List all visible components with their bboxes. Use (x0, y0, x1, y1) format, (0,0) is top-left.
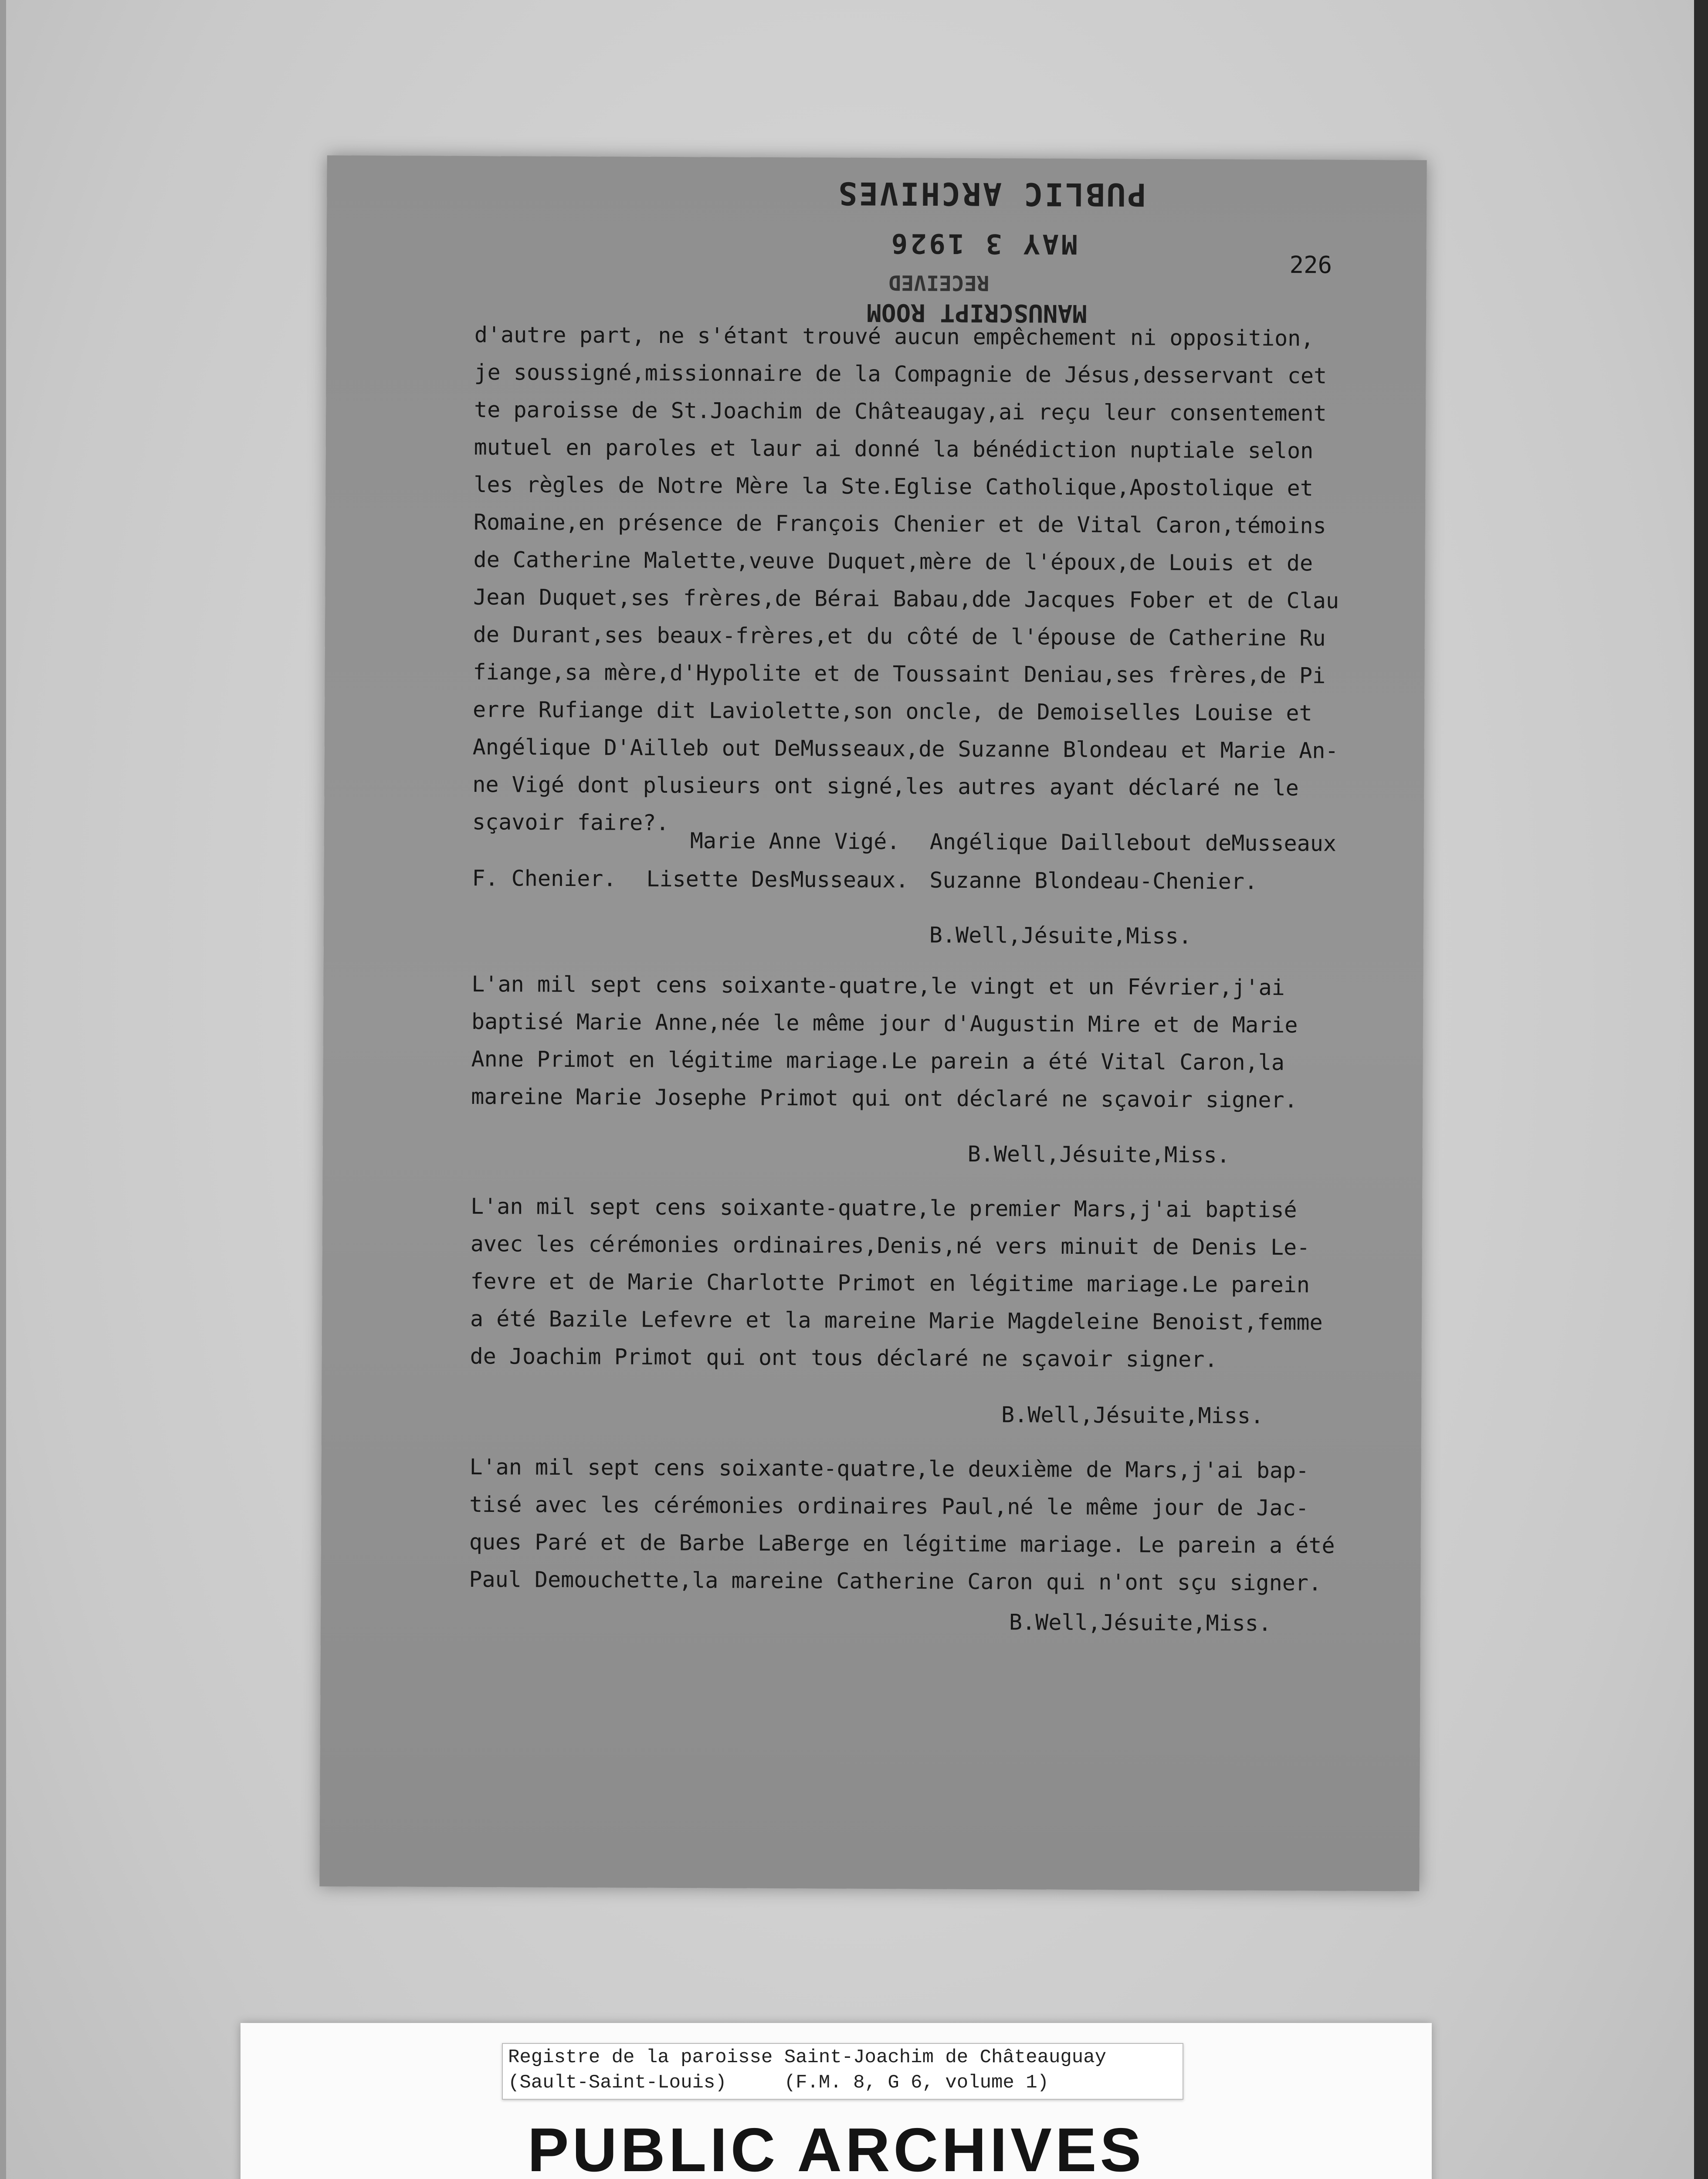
register-title: Registre de la paroisse Saint-Joachim de Châteauguay (508, 2047, 1107, 2068)
priest-signature: B.Well,Jésuite,Miss. (1009, 1609, 1272, 1636)
text-line: ne Vigé dont plusieurs ont signé,les autres ayant déclaré ne le (472, 771, 1299, 801)
page-number: 226 (1289, 251, 1332, 279)
text-line: Jean Duquet,ses frères,de Bérai Babau,dde Jacques Fober et de Clau (473, 584, 1339, 614)
date-stamp: MAY 3 1926 (888, 227, 1078, 261)
archives-stamp: PUBLIC ARCHIVES (837, 175, 1146, 213)
text-line: Angélique D'Ailleb out DeMusseaux,de Suzanne Blondeau et Marie An- (472, 734, 1339, 764)
received-stamp: RECEIVED (888, 270, 990, 295)
archive-label-card (241, 2023, 1432, 2179)
text-line: L'an mil sept cens soixante-quatre,le deuxième de Mars,j'ai bap- (469, 1454, 1309, 1483)
text-line: mareine Marie Josephe Primot qui ont déclaré ne sçavoir signer. (471, 1083, 1298, 1113)
text-line: L'an mil sept cens soixante-quatre,le vingt et un Février,j'ai (471, 971, 1285, 1001)
heading-english: PUBLIC ARCHIVES (527, 2115, 1145, 2179)
register-reference: (Sault-Saint-Louis) (F.M. 8, G 6, volume 1) (508, 2072, 1049, 2094)
text-line: te paroisse de St.Joachim de Châteaugay,ai reçu leur consentement (474, 397, 1327, 426)
text-line: ques Paré et de Barbe LaBerge en légitime mariage. Le parein a été (469, 1529, 1335, 1558)
text-line: fiange,sa mère,d'Hypolite et de Toussaint Deniau,ses frères,de Pi (473, 659, 1326, 689)
film-edge-left (0, 0, 6, 2179)
signature-marie-anne-vige: Marie Anne Vigé. (690, 828, 900, 855)
manuscript-room-stamp: MANUSCRIPT ROOM (866, 298, 1087, 328)
text-line: avec les cérémonies ordinaires,Denis,né vers minuit de Denis Le- (470, 1231, 1310, 1260)
text-line: Anne Primot en légitime mariage.Le parein a été Vital Caron,la (471, 1046, 1285, 1076)
signature-f-chenier: F. Chenier. (472, 865, 617, 892)
text-line: mutuel en paroles et laur ai donné la bénédiction nuptiale selon (474, 434, 1314, 464)
text-line: baptisé Marie Anne,née le même jour d'Augustin Mire et de Marie (471, 1008, 1298, 1038)
film-edge-right (1694, 0, 1708, 2179)
text-line: sçavoir faire?. (472, 809, 669, 835)
text-line: a été Bazile Lefevre et la mareine Marie Magdeleine Benoist,femme (470, 1306, 1323, 1335)
text-line: de Durant,ses beaux-frères,et du côté de l'épouse de Catherine Ru (473, 621, 1326, 651)
text-line: Romaine,en présence de François Chenier et de Vital Caron,témoins (473, 509, 1326, 539)
register-page (319, 156, 1427, 1891)
priest-signature: B.Well,Jésuite,Miss. (967, 1141, 1230, 1168)
signature-suzanne-blondeau: Suzanne Blondeau-Chenier. (929, 867, 1258, 894)
priest-signature: B.Well,Jésuite,Miss. (1001, 1402, 1264, 1429)
text-line: tisé avec les cérémonies ordinaires Paul,né le même jour de Jac- (469, 1491, 1309, 1521)
text-line: d'autre part, ne s'étant trouvé aucun empêchement ni opposition, (474, 322, 1314, 351)
signature-angelique-daillebout: Angélique Daillebout deMusseaux (929, 829, 1337, 856)
text-line: les règles de Notre Mère la Ste.Eglise Catholique,Apostolique et (474, 472, 1314, 501)
text-line: erre Rufiange dit Laviolette,son oncle, de Demoiselles Louise et (473, 696, 1312, 726)
text-line: fevre et de Marie Charlotte Primot en légitime mariage.Le parein (470, 1268, 1310, 1298)
register-label (502, 2043, 1183, 2100)
text-line: Paul Demouchette,la mareine Catherine Caron qui n'ont sçu signer. (469, 1566, 1322, 1596)
text-line: je soussigné,missionnaire de la Compagnie de Jésus,desservant cet (474, 359, 1327, 389)
signature-lisette-desmusseaux: Lisette DesMusseaux. (646, 866, 909, 893)
text-line: de Joachim Primot qui ont tous déclaré ne sçavoir signer. (470, 1343, 1218, 1372)
text-line: de Catherine Malette,veuve Duquet,mère de l'époux,de Louis et de (473, 546, 1313, 576)
text-line: L'an mil sept cens soixante-quatre,le premier Mars,j'ai baptisé (471, 1193, 1297, 1223)
priest-signature: B.Well,Jésuite,Miss. (929, 922, 1192, 949)
